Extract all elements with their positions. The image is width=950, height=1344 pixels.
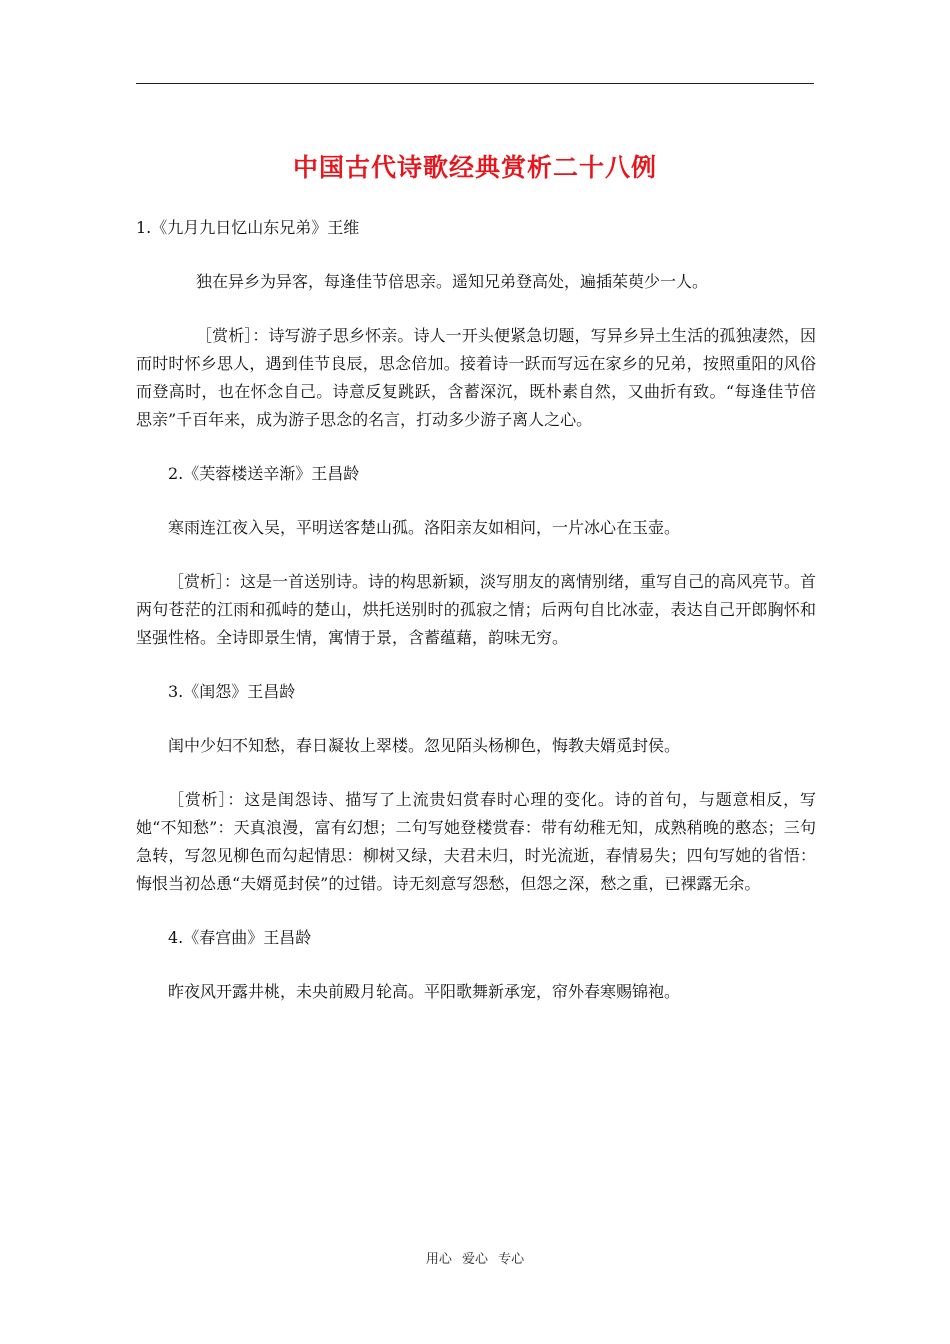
section-3-analysis: ［赏析］：这是闺怨诗、描写了上流贵妇赏春时心理的变化。诗的首句，与题意相反，写她“不知愁”：天真浪漫，富有幻想；二句写她登楼赏春：带有幼稚无知，成熟稍晚的憨态；三句急转，写忽见柳色而勾起情思：柳树又绿，夫君未归，时光流逝，春情易失；四句写她的省悟：悔恨当初怂恿“夫婿觅封侯”的过错。诗无刻意写怨愁，但怨之深，愁之重，已裸露无余。 [136,790,816,893]
section-2-heading: 2.《芙蓉楼送辛渐》王昌龄 [168,464,360,483]
section-3-heading: 3.《闺怨》王昌龄 [168,682,296,701]
page-footer: 用心 爱心 专心 [425,1252,525,1267]
section-4-poem: 昨夜风开露井桃，未央前殿月轮高。平阳歌舞新承宠，帘外春寒赐锦袍。 [168,982,681,1001]
section-1-analysis: ［赏析］：诗写游子思乡怀亲。诗人一开头便紧急切题，写异乡异土生活的孤独凄然，因而时时怀乡思人，遇到佳节良辰，思念倍加。接着诗一跃而写远在家乡的兄弟，按照重阳的风俗而登高时，也在怀念自己。诗意反复跳跃，含蓄深沉，既朴素自然，又曲折有致。“每逢佳节倍思亲”千百年来，成为游子思念的名言，打动多少游子离人之心。 [136,326,816,429]
section-1-poem: 独在异乡为异客，每逢佳节倍思亲。遥知兄弟登高处，遍插茱萸少一人。 [196,272,709,291]
section-3-poem: 闺中少妇不知愁，春日凝妆上翠楼。忽见陌头杨柳色，悔教夫婿觅封侯。 [168,736,681,755]
section-1-heading: 1.《九月九日忆山东兄弟》王维 [136,218,360,237]
section-2-poem: 寒雨连江夜入吴，平明送客楚山孤。洛阳亲友如相问，一片冰心在玉壶。 [168,518,681,537]
document-body [136,214,816,1032]
header-rule [136,83,814,84]
section-4-heading: 4.《春宫曲》王昌龄 [168,928,312,947]
document-title: 中国古代诗歌经典赏析二十八例 [292,153,657,182]
section-2-analysis: ［赏析］：这是一首送别诗。诗的构思新颖，淡写朋友的离情别绪，重写自己的高风亮节。首两句苍茫的江雨和孤峙的楚山，烘托送别时的孤寂之情；后两句自比冰壶，表达自己开郎胸怀和坚强性格。全诗即景生情，寓情于景，含蓄蕴藉，韵味无穷。 [136,572,817,647]
